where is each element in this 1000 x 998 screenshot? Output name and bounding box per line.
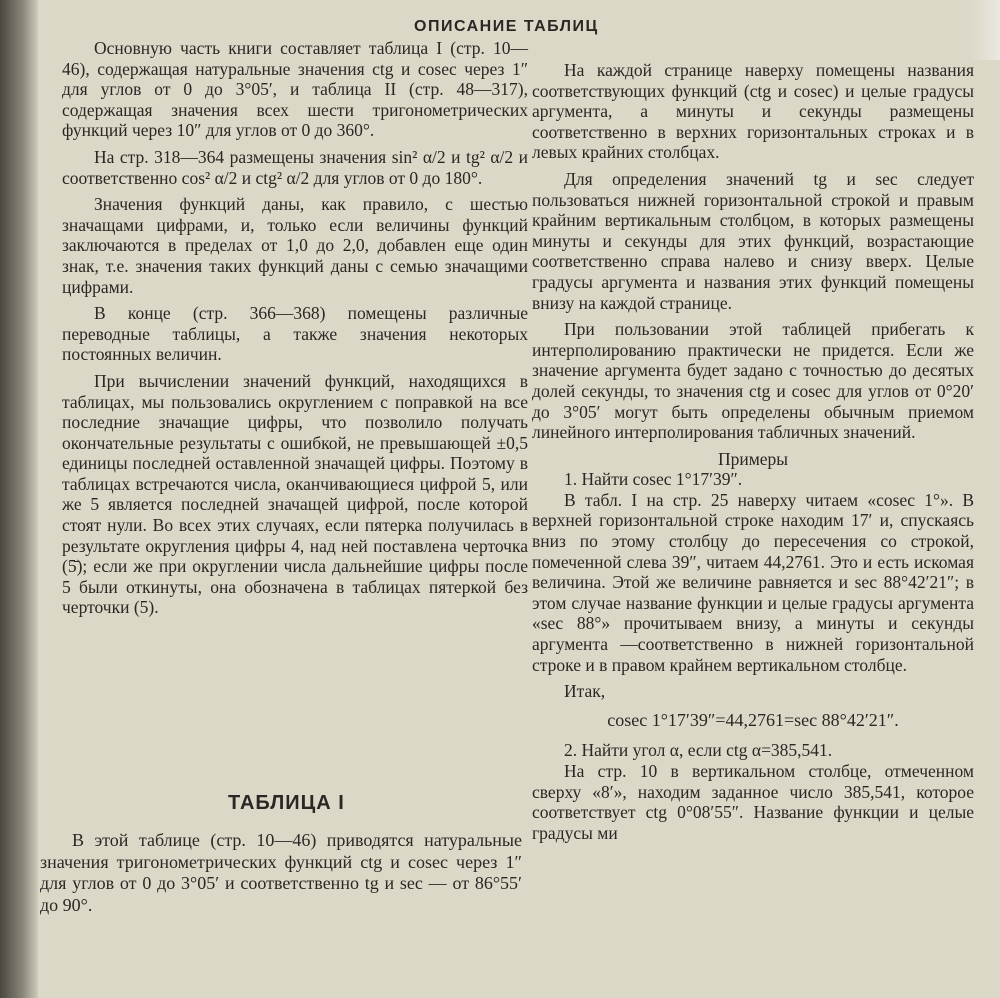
page-title: ОПИСАНИЕ ТАБЛИЦ [414,18,599,35]
example-task: 1. Найти cosec 1°17′39″. [564,469,743,490]
left-column [62,38,528,618]
paragraph: При пользовании этой таблицей прибегать к интерполированию практически не придется. Если же значение аргумента будет задано с точностью до десятых долей секунды, то значения ctg и cosec для углов от 0°20′ до 3°05′ могут быть определены обычным приемом линейного интерполирования табличных значений. [532,319,974,443]
paragraph: При вычислении значений функций, находящихся в таблицах, мы пользовались округлением с поправкой на все последние значащие цифры, что позволило получать окончательные результаты с ошибкой, не превышающей ±0,5 единицы последней оставленной значащей цифры. Поэтому в таблицах встречаются числа, оканчивающиеся цифрой 5, или же 5 является последней значащей цифрой, после которой стоят нули. Во всех этих случаях, если пятерка получилась в результате округления цифры 4, над ней поставлена черточка (5̄); если же при округлении числа дальнейшие цифры после 5 были откинуты, она обозначена в таблицах пятеркой без черточки (5). [62,370,528,618]
section-title: ТАБЛИЦА I [228,792,345,814]
itak-label: Итак, [564,681,606,702]
example-task: 2. Найти угол α, если ctg α=385,541. [564,740,833,761]
section-text [40,830,522,916]
paragraph: Значения функций даны, как правило, с шестью значащами цифрами, и, только если величины функций заключаются в пределах от 1,0 до 2,0, добавлен еще один знак, т.е. значения таких функций даны с семью значащими цифрами. [62,194,528,297]
paragraph: На стр. 318—364 размещены значения sin² α/2 и tg² α/2 и соответственно cos² α/2 и ctg² α/2 для углов от 0 до 180°. [62,146,528,188]
page-corner [970,0,1000,60]
paragraph: На стр. 10 в вертикальном столбце, отмеченном сверху «8′», находим заданное число 385,541, которое соответствует ctg 0°08′55″. Название функции и целые градусы ми [532,761,974,843]
example-result: cosec 1°17′39″=44,2761=sec 88°42′21″. [607,709,899,730]
right-column [532,60,974,843]
paragraph: Основную часть книги составляет таблица I (стр. 10—46), содержащая натуральные значения ctg и cosec через 1″ для углов от 0 до 3°05′, и таблица II (стр. 48—317), содержащая значения всех шести тригонометрических функций через 10″ для углов от 0 до 360°. [62,38,528,141]
paragraph: Для определения значений tg и sec следует пользоваться нижней горизонтальной строкой и правым крайним вертикальным столбцом, в которых размещены минуты и секунды для этих функций, возрастающие соответственно справа налево и снизу вверх. Целые градусы аргумента и названия этих функций помещены внизу на каждой странице. [532,168,974,313]
examples-heading: Примеры [717,448,789,469]
paragraph: В конце (стр. 366—368) помещены различные переводные таблицы, а также значения некоторых постоянных величин. [62,303,528,365]
paragraph: В табл. I на стр. 25 наверху читаем «cosec 1°». В верхней горизонтальной строке находим 17′ и, спускаясь вниз по этому столбцу до пересечения со строкой, помеченной слева 39″, читаем 44,2761. Это и есть искомая величина. Этой же величине равняется и sec 88°42′21″; в этом случае название функции и целые градусы аргумента «sec 88°» прочитываем внизу, а минуты и секунды аргумента —соответственно в нижней горизонтальной строке и в правом крайнем вертикальном столбце. [532,489,974,675]
paragraph: В этой таблице (стр. 10—46) приводятся натуральные значения тригонометрических функций ctg и cosec через 1″ для углов от 0 до 3°05′ и соответственно tg и sec — от 86°55′ до 90°. [40,830,522,915]
paragraph: На каждой странице наверху помещены названия соответствующих функций (ctg и cosec) и целые градусы аргумента, а минуты и секунды размещены соответственно в верхних горизонтальных строках и в левых крайних столбцах. [532,60,974,163]
page-binding-shadow [0,0,38,998]
